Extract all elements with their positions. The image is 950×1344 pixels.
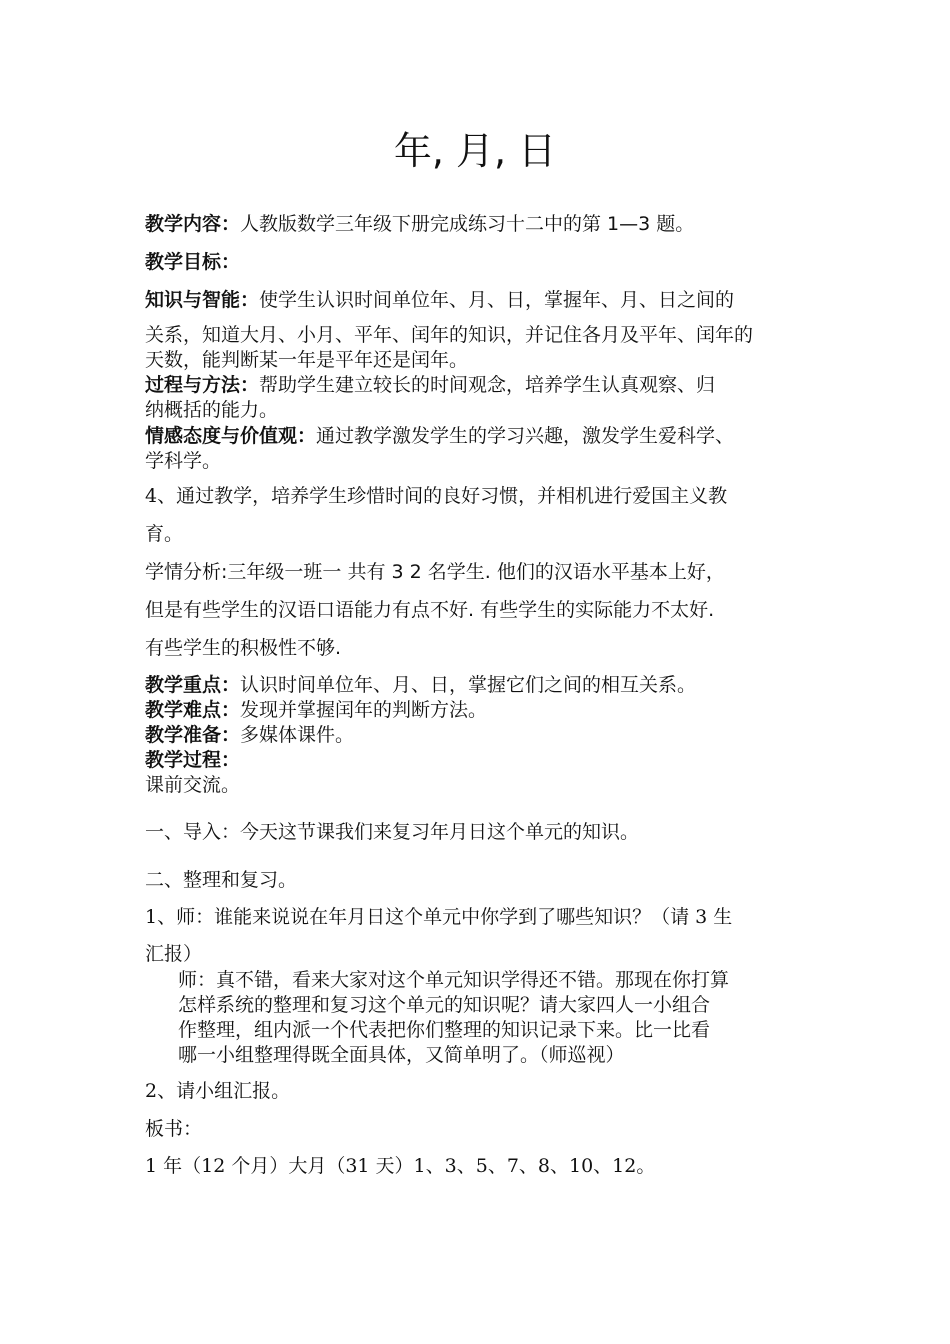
page-title: 年, 月, 日: [393, 129, 557, 173]
goal-4-line: 4、通过教学，培养学生珍惜时间的良好习惯，并相机进行爱国主义教: [145, 485, 728, 507]
attitude-values-text: 通过教学激发学生的学习兴趣，激发学生爱科学、: [316, 425, 735, 447]
teaching-goals-label: 教学目标：: [145, 251, 241, 273]
knowledge-line-3: 天数，能判断某一年是平年还是闰年。: [145, 349, 469, 371]
preparation-label: 教学准备：: [145, 724, 241, 746]
pre-class-line: 课前交流。: [145, 774, 241, 796]
teaching-content-label: 教学内容：: [145, 213, 241, 235]
process-heading-label: 教学过程：: [145, 749, 241, 771]
board-content-line: 1 年（12 个月）大月（31 天）1、3、5、7、8、10、12。: [145, 1155, 656, 1177]
key-points-text: 认识时间单位年、月、日，掌握它们之间的相互关系。: [240, 674, 697, 696]
teaching-content-text: 人教版数学三年级下册完成练习十二中的第 1—3 题。: [240, 213, 695, 235]
key-points-line: [145, 673, 815, 697]
attitude-line-2: 学科学。: [145, 450, 222, 472]
process-heading-line: [145, 748, 815, 772]
key-points-label: 教学重点：: [145, 674, 241, 696]
process-methods-label: 过程与方法：: [145, 374, 260, 396]
teaching-content-line: [145, 212, 815, 236]
review-heading-line: 二、整理和复习。: [145, 869, 298, 891]
difficulties-text: 发现并掌握闰年的判断方法。: [240, 699, 488, 721]
knowledge-skills-line: [145, 288, 815, 312]
teacher-paragraph-line-4: 哪一小组整理得既全面具体，又简单明了。（师巡视）: [178, 1044, 625, 1066]
knowledge-skills-text: 使学生认识时间单位年、月、日，掌握年、月、日之间的: [259, 289, 735, 311]
difficulties-label: 教学难点：: [145, 699, 241, 721]
review-step-1-line: 1、师：谁能来说说在年月日这个单元中你学到了哪些知识？（请 3 生: [145, 906, 733, 928]
knowledge-line-2: 关系，知道大月、小月、平年、闰年的知识，并记住各月及平年、闰年的: [145, 324, 754, 346]
review-step-2-line: 2、请小组汇报。: [145, 1080, 291, 1102]
teaching-goals-line: [145, 250, 815, 274]
student-analysis-line-2: 但是有些学生的汉语口语能力有点不好. 有些学生的实际能力不太好.: [145, 599, 715, 621]
process-methods-line: [145, 373, 815, 397]
student-analysis-line: 学情分析:三年级一班一 共有 3 2 名学生. 他们的汉语水平基本上好，: [145, 561, 725, 583]
intro-line: 一、导入：今天这节课我们来复习年月日这个单元的知识。: [145, 821, 640, 843]
knowledge-skills-label: 知识与智能：: [145, 289, 260, 311]
goal-4-line-2: 育。: [145, 523, 184, 545]
board-label-line: 板书：: [145, 1118, 203, 1140]
attitude-values-label: 情感态度与价值观：: [145, 425, 317, 447]
teacher-paragraph-line-3: 作整理，组内派一个代表把你们整理的知识记录下来。比一比看: [178, 1019, 711, 1041]
process-line-2: 纳概括的能力。: [145, 399, 279, 421]
student-analysis-line-3: 有些学生的积极性不够.: [145, 637, 342, 659]
review-step-1-line-2: 汇报）: [145, 943, 203, 965]
difficulties-line: [145, 698, 815, 722]
attitude-values-line: [145, 424, 815, 448]
teacher-paragraph-line-1: 师：真不错，看来大家对这个单元知识学得还不错。那现在你打算: [178, 969, 730, 991]
process-methods-text: 帮助学生建立较长的时间观念，培养学生认真观察、归: [259, 374, 716, 396]
preparation-line: [145, 723, 815, 747]
preparation-text: 多媒体课件。: [240, 724, 355, 746]
teacher-paragraph-line-2: 怎样系统的整理和复习这个单元的知识呢？请大家四人一小组合: [178, 994, 711, 1016]
